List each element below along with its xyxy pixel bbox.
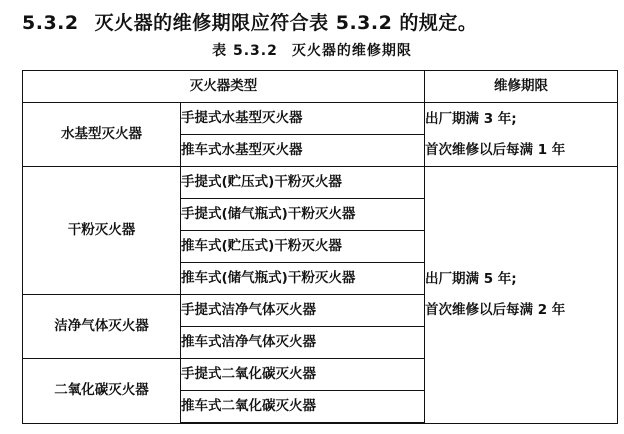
maintenance-period-table — [22, 70, 618, 424]
table-header-row — [23, 71, 618, 103]
period-other — [425, 167, 618, 424]
table-title: 灭火器的维修期限 — [291, 43, 412, 59]
type-cell: 手提式(储气瓶式)干粉灭火器 — [181, 199, 425, 231]
type-cell: 推车式二氧化碳灭火器 — [181, 391, 425, 424]
category-co2: 二氧化碳灭火器 — [23, 359, 181, 424]
header-extinguisher-type: 灭火器类型 — [23, 71, 425, 103]
clause-text: 灭火器的维修期限应符合表 5.3.2 的规定。 — [94, 12, 478, 34]
type-cell: 手提式二氧化碳灭火器 — [181, 359, 425, 391]
period-line: 出厂期满 5 年; — [425, 270, 517, 287]
type-cell: 推车式水基型灭火器 — [181, 135, 425, 167]
table-row — [23, 103, 618, 135]
header-maintenance-period: 维修期限 — [425, 71, 618, 103]
period-line: 首次维修以后每满 1 年 — [425, 141, 566, 158]
type-cell: 手提式水基型灭火器 — [181, 103, 425, 135]
table-caption — [0, 40, 624, 60]
period-water-based — [425, 103, 618, 167]
table-number: 表 5.3.2 — [212, 43, 278, 59]
period-line: 出厂期满 3 年; — [425, 110, 517, 127]
type-cell: 手提式(贮压式)干粉灭火器 — [181, 167, 425, 199]
category-dry-powder: 干粉灭火器 — [23, 167, 181, 295]
table-row — [23, 167, 618, 199]
type-cell: 手提式洁净气体灭火器 — [181, 295, 425, 327]
category-water-based: 水基型灭火器 — [23, 103, 181, 167]
type-cell: 推车式(储气瓶式)干粉灭火器 — [181, 263, 425, 295]
clause-heading — [22, 8, 477, 35]
clause-number: 5.3.2 — [22, 12, 79, 34]
category-clean-agent: 洁净气体灭火器 — [23, 295, 181, 359]
period-line: 首次维修以后每满 2 年 — [425, 301, 566, 318]
type-cell: 推车式洁净气体灭火器 — [181, 327, 425, 359]
type-cell: 推车式(贮压式)干粉灭火器 — [181, 231, 425, 263]
